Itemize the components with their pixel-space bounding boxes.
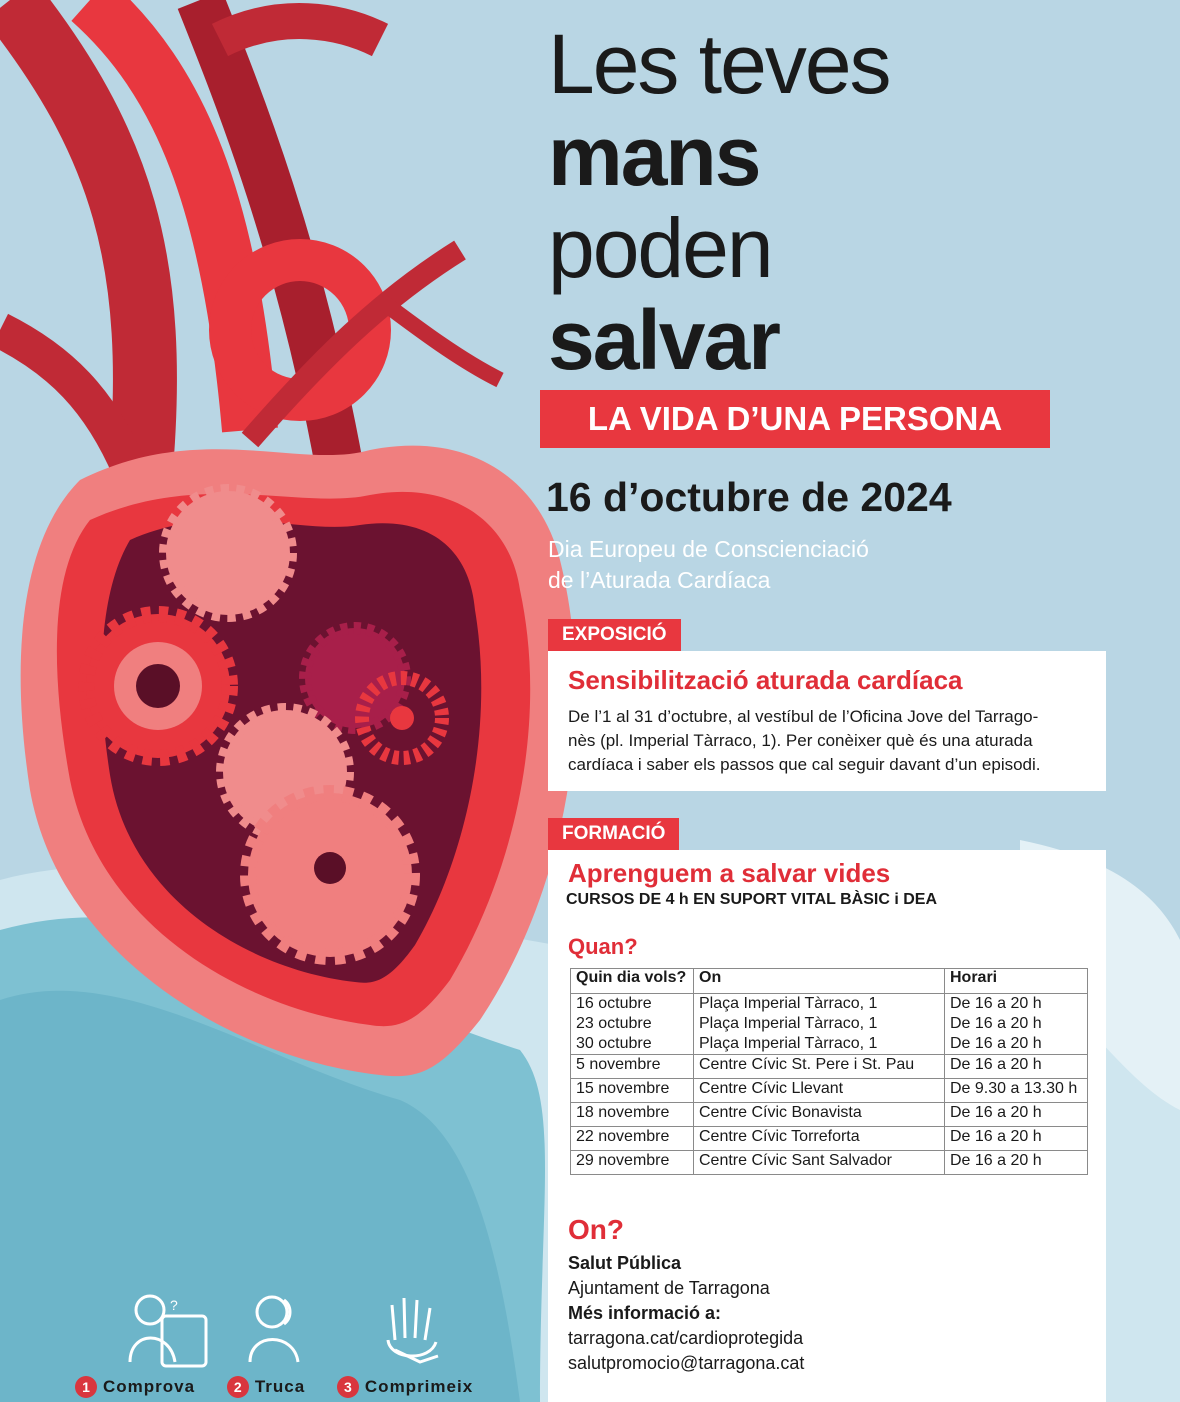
step-number-badge: 2 <box>227 1376 249 1398</box>
contact-info <box>568 1251 804 1376</box>
cell-dia <box>571 994 694 1055</box>
schedule-table <box>570 968 1088 1175</box>
row-on: Plaça Imperial Tàrraco, 1 <box>699 1015 878 1032</box>
title-line-3: poden <box>548 201 772 295</box>
row-horari: De 16 a 20 h <box>950 1015 1042 1032</box>
svg-text:?: ? <box>170 1297 178 1313</box>
cell-on: Centre Cívic Torreforta <box>694 1127 945 1151</box>
row-dia: 23 octubre <box>576 1015 652 1032</box>
row-dia: 30 octubre <box>576 1035 652 1052</box>
step-truca <box>227 1376 305 1398</box>
event-name-line-2: de l’Aturada Cardíaca <box>548 567 771 593</box>
table-row <box>571 994 1088 1055</box>
table-row <box>571 1103 1088 1127</box>
step-label: Comprimeix <box>364 1377 474 1396</box>
cell-dia: 22 novembre <box>571 1127 694 1151</box>
table-row <box>571 1151 1088 1175</box>
header-horari: Horari <box>945 969 1088 994</box>
step-number-badge: 1 <box>75 1376 97 1398</box>
header-dia: Quin dia vols? <box>571 969 694 994</box>
event-name-line-1: Dia Europeu de Conscienciació <box>548 536 869 562</box>
cell-on: Centre Cívic St. Pere i St. Pau <box>694 1055 945 1079</box>
subtitle-banner: LA VIDA D’UNA PERSONA <box>540 390 1050 448</box>
exposicio-tag: EXPOSICIÓ <box>548 619 681 651</box>
cell-horari: De 16 a 20 h <box>945 1151 1088 1175</box>
cell-on: Centre Cívic Llevant <box>694 1079 945 1103</box>
row-horari: De 16 a 20 h <box>950 1035 1042 1052</box>
row-on: Plaça Imperial Tàrraco, 1 <box>699 995 878 1012</box>
header-on: On <box>694 969 945 994</box>
table-header-row <box>571 969 1088 994</box>
cell-horari: De 16 a 20 h <box>945 1055 1088 1079</box>
row-horari: De 16 a 20 h <box>950 995 1042 1012</box>
cell-horari: De 16 a 20 h <box>945 1103 1088 1127</box>
event-name <box>548 534 869 596</box>
exposicio-line: De l’1 al 31 d’octubre, al vestíbul de l’Oficina Jove del Tarrago- <box>568 707 1039 726</box>
gear-icon <box>248 793 412 957</box>
info-url-link[interactable]: tarragona.cat/cardioprotegida <box>568 1328 804 1348</box>
event-date: 16 d’octubre de 2024 <box>546 474 952 520</box>
cell-dia: 5 novembre <box>571 1055 694 1079</box>
on-label: On? <box>568 1214 624 1245</box>
title-line-4: salvar <box>548 293 779 387</box>
exposicio-title: Sensibilització aturada cardíaca <box>568 665 963 695</box>
table-row <box>571 1127 1088 1151</box>
formacio-tag: FORMACIÓ <box>548 818 679 850</box>
row-on: Plaça Imperial Tàrraco, 1 <box>699 1035 878 1052</box>
cell-horari: De 16 a 20 h <box>945 1127 1088 1151</box>
cell-dia: 18 novembre <box>571 1103 694 1127</box>
cell-horari <box>945 994 1088 1055</box>
main-title <box>548 18 890 386</box>
row-dia: 16 octubre <box>576 995 652 1012</box>
cell-horari: De 9.30 a 13.30 h <box>945 1079 1088 1103</box>
formacio-card <box>548 850 1106 1402</box>
steps-row <box>75 1376 499 1398</box>
gear-icon <box>166 491 290 615</box>
title-line-1: Les teves <box>548 17 890 111</box>
step-label: Comprova <box>103 1377 196 1396</box>
table-row <box>571 1055 1088 1079</box>
gear-icon <box>86 614 230 758</box>
step-comprimeix <box>337 1376 473 1398</box>
exposicio-line: cardíaca i saber els passos que cal seguir davant d’un episodi. <box>568 755 1041 774</box>
table-row <box>571 1079 1088 1103</box>
cell-dia: 29 novembre <box>571 1151 694 1175</box>
exposicio-card <box>548 651 1106 791</box>
info-email-link[interactable]: salutpromocio@tarragona.cat <box>568 1353 805 1373</box>
org-sub: Ajuntament de Tarragona <box>568 1278 770 1298</box>
step-comprova <box>75 1376 195 1398</box>
cell-on <box>694 994 945 1055</box>
org-name: Salut Pública <box>568 1253 682 1273</box>
step-number-badge: 3 <box>337 1376 359 1398</box>
step-label: Truca <box>254 1377 306 1396</box>
formacio-subtitle: CURSOS DE 4 h EN SUPORT VITAL BÀSIC i DEA <box>566 891 938 908</box>
title-line-2: mans <box>548 109 760 203</box>
exposicio-line: nès (pl. Imperial Tàrraco, 1). Per conèixer què és una aturada <box>568 731 1033 750</box>
quan-label: Quan? <box>568 934 638 959</box>
cell-on: Centre Cívic Bonavista <box>694 1103 945 1127</box>
cell-on: Centre Cívic Sant Salvador <box>694 1151 945 1175</box>
cell-dia: 15 novembre <box>571 1079 694 1103</box>
info-label: Més informació a: <box>568 1303 722 1323</box>
formacio-title: Aprenguem a salvar vides <box>568 858 891 888</box>
exposicio-description <box>568 705 1041 777</box>
